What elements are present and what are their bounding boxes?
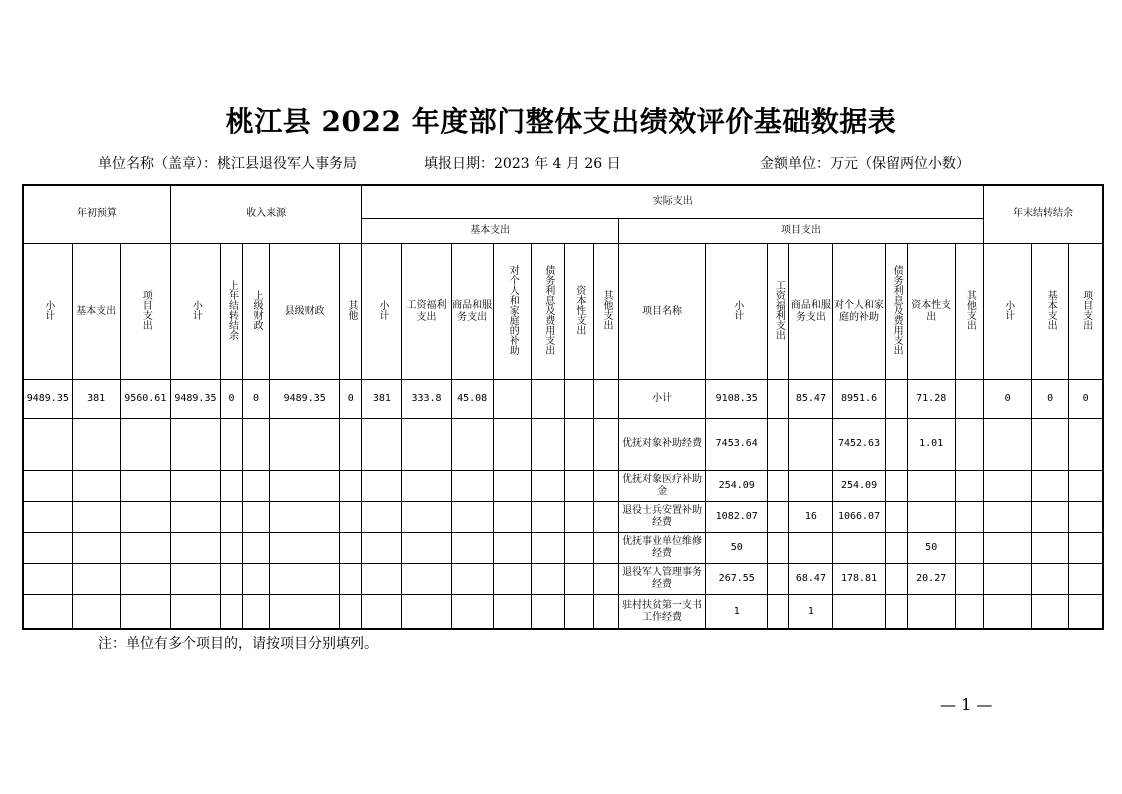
project-goods	[789, 533, 833, 564]
col-p-debt: 债务利息及费用支出	[891, 264, 903, 355]
col-a-subtotal: 小计	[376, 299, 388, 320]
cell-b-basic: 381	[72, 380, 120, 418]
project-capital: 1.01	[907, 418, 955, 470]
col-b-project: 项目支出	[140, 289, 152, 330]
cell-a-subtotal: 381	[362, 380, 402, 418]
col-e-basic: 基本支出	[1045, 289, 1057, 330]
table-row	[23, 564, 1103, 595]
project-name: 优抚对象医疗补助金	[618, 470, 705, 501]
project-name: 驻村扶贫第一支书工作经费	[618, 595, 705, 629]
project-name: 退役士兵安置补助经费	[618, 501, 705, 532]
col-p-capital: 资本性支出	[907, 243, 955, 380]
col-p-personal: 对个人和家庭的补助	[833, 243, 885, 380]
cell-i-county: 9489.35	[270, 380, 340, 418]
project-capital: 50	[907, 533, 955, 564]
cell-a-goods: 45.08	[451, 380, 493, 418]
cell-p-subtotal: 9108.35	[706, 380, 768, 418]
table-row	[23, 470, 1103, 501]
project-name: 优抚对象补助经费	[618, 418, 705, 470]
col-a-salary: 工资福利支出	[402, 243, 451, 380]
col-b-basic: 基本支出	[72, 243, 120, 380]
project-goods	[789, 470, 833, 501]
col-e-project: 项目支出	[1080, 289, 1092, 330]
footnote: 注：单位有多个项目的，请按项目分别填列。	[98, 636, 378, 652]
col-i-county: 县级财政	[270, 243, 340, 380]
col-p-salary: 工资福利支出	[773, 279, 785, 340]
cell-e-basic: 0	[1032, 380, 1069, 418]
project-subtotal: 7453.64	[706, 418, 768, 470]
table-row-summary	[23, 380, 1103, 418]
project-goods: 16	[789, 501, 833, 532]
table-row	[23, 533, 1103, 564]
col-i-other: 其他	[345, 299, 357, 320]
document-title: 桃江县 2022 年度部门整体支出绩效评价基础数据表	[225, 105, 897, 138]
header-basic-expense: 基本支出	[362, 218, 619, 243]
project-personal	[833, 533, 885, 564]
col-i-prev: 上年结转结余	[226, 279, 238, 340]
col-a-personal: 对个人和家庭的补助	[507, 264, 519, 355]
col-b-subtotal: 小计	[42, 299, 54, 320]
col-a-other: 其他支出	[600, 289, 612, 330]
col-a-goods: 商品和服务支出	[451, 243, 493, 380]
header-initial-budget: 年初预算	[23, 185, 170, 243]
cell-i-subtotal: 9489.35	[170, 380, 220, 418]
project-personal: 178.81	[833, 564, 885, 595]
cell-b-subtotal: 9489.35	[23, 380, 72, 418]
project-subtotal: 1082.07	[706, 501, 768, 532]
cell-p-personal: 8951.6	[833, 380, 885, 418]
cell-i-upper: 0	[243, 380, 270, 418]
col-a-capital: 资本性支出	[573, 284, 585, 335]
table-row	[23, 418, 1103, 470]
col-a-debt: 债务利息及费用支出	[542, 264, 554, 355]
col-p-goods: 商品和服务支出	[789, 243, 833, 380]
col-p-name: 项目名称	[618, 243, 705, 380]
col-i-subtotal: 小计	[190, 299, 202, 320]
project-capital	[907, 595, 955, 629]
project-capital	[907, 501, 955, 532]
project-subtotal: 254.09	[706, 470, 768, 501]
project-personal: 7452.63	[833, 418, 885, 470]
project-capital	[907, 470, 955, 501]
page-number: — 1 —	[940, 695, 993, 714]
project-goods: 68.47	[789, 564, 833, 595]
project-subtotal: 267.55	[706, 564, 768, 595]
project-name: 优抚事业单位维修经费	[618, 533, 705, 564]
currency-unit: 金额单位：万元（保留两位小数）	[760, 156, 970, 172]
table-row	[23, 595, 1103, 629]
project-subtotal: 1	[706, 595, 768, 629]
project-personal	[833, 595, 885, 629]
col-e-subtotal: 小计	[1002, 299, 1014, 320]
col-p-other: 其他支出	[964, 289, 976, 330]
fill-date: 填报日期：2023 年 4 月 26 日	[424, 156, 621, 172]
project-personal: 1066.07	[833, 501, 885, 532]
header-project-expense: 项目支出	[618, 218, 983, 243]
header-year-end-balance: 年末结转结余	[984, 185, 1103, 243]
col-p-subtotal: 小计	[731, 299, 743, 320]
cell-p-goods: 85.47	[789, 380, 833, 418]
project-name: 退役军人管理事务经费	[618, 564, 705, 595]
cell-i-prev: 0	[220, 380, 242, 418]
project-capital: 20.27	[907, 564, 955, 595]
project-goods: 1	[789, 595, 833, 629]
header-income-source: 收入来源	[170, 185, 362, 243]
cell-e-subtotal: 0	[984, 380, 1032, 418]
cell-p-capital: 71.28	[907, 380, 955, 418]
project-personal: 254.09	[833, 470, 885, 501]
cell-i-other: 0	[340, 380, 362, 418]
project-goods	[789, 418, 833, 470]
project-subtotal: 50	[706, 533, 768, 564]
header-actual-expense: 实际支出	[362, 185, 984, 218]
unit-name: 单位名称（盖章）：桃江县退役军人事务局	[98, 156, 357, 172]
cell-e-project: 0	[1069, 380, 1103, 418]
cell-a-salary: 333.8	[402, 380, 451, 418]
data-table	[22, 184, 1104, 630]
cell-b-project: 9560.61	[120, 380, 170, 418]
table-row	[23, 501, 1103, 532]
cell-p-name: 小计	[618, 380, 705, 418]
col-i-upper: 上级财政	[251, 289, 263, 330]
